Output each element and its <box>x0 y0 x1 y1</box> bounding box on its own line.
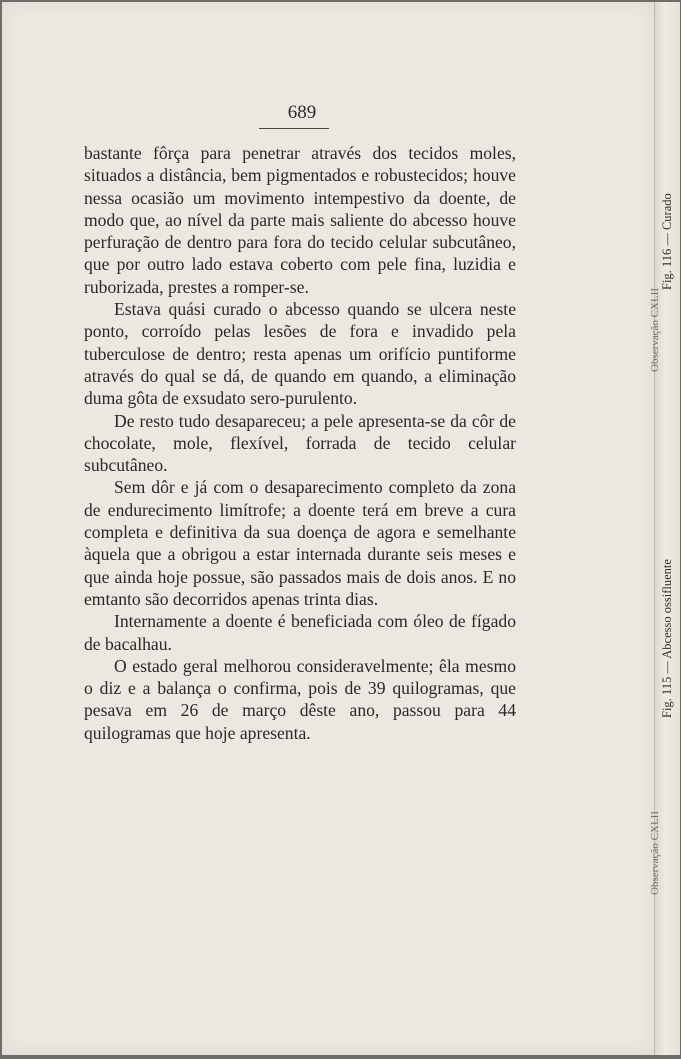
faint-caption-bottom: Observação CXLII <box>649 811 661 895</box>
faint-caption-top: Observação CXLII <box>649 288 661 372</box>
body-text <box>84 142 516 744</box>
paragraph-4: Sem dôr e já com o desaparecimento completo da zona de endurecimento limítrofe; a doente terá em breve a cura completa e definitiva da sua doença de agora e semelhante àquela que a obrigou a estar internada durante seis meses e que ainda hoje possue, são passados mais de dois anos. E no emtanto são decorridos apenas trinta dias. <box>84 477 516 609</box>
figure-116-caption: Fig. 116 — Curado <box>660 193 674 290</box>
paragraph-6: O estado geral melhorou consideravelmente; êla mesmo o diz e a balança o confirma, pois de 39 quilogramas, que pesava em 26 de março dêste ano, passou para 44 quilogramas que hoje apresenta. <box>84 655 516 743</box>
paragraph-1: bastante fôrça para penetrar através dos tecidos moles, situados a distância, bem pigmentados e robustecidos; houve nessa ocasião um movimento intempestivo da doente, de modo que, ao nível da parte mais saliente do abcesso houve perfuração de dentro para fora do tecido celular subcutâneo, que por outro lado estava coberto com pele fina, luzidia e ruborizada, prestes a romper-se. <box>84 143 516 297</box>
paragraph-2: Estava quási curado o abcesso quando se ulcera neste ponto, corroído pelas lesões de fora e invadido pela tuberculose de dentro; resta apenas um orifício puntiforme através do qual se dá, de quando em quando, a eliminação duma gôta de exsudato sero-purulento. <box>84 299 516 409</box>
book-page <box>2 2 654 1055</box>
paragraph-5: Internamente a doente é beneficiada com óleo de fígado de bacalhau. <box>84 611 516 654</box>
page-number-rule <box>259 128 329 129</box>
paragraph-3: De resto tudo desapareceu; a pele apresenta-se da côr de chocolate, mole, flexível, forrada de tecido celular subcutâneo. <box>84 410 516 476</box>
page-number: 689 <box>287 102 317 123</box>
figure-115-caption: Fig. 115 — Abcesso ossifluente <box>660 559 674 718</box>
plate-edge <box>654 2 680 1055</box>
